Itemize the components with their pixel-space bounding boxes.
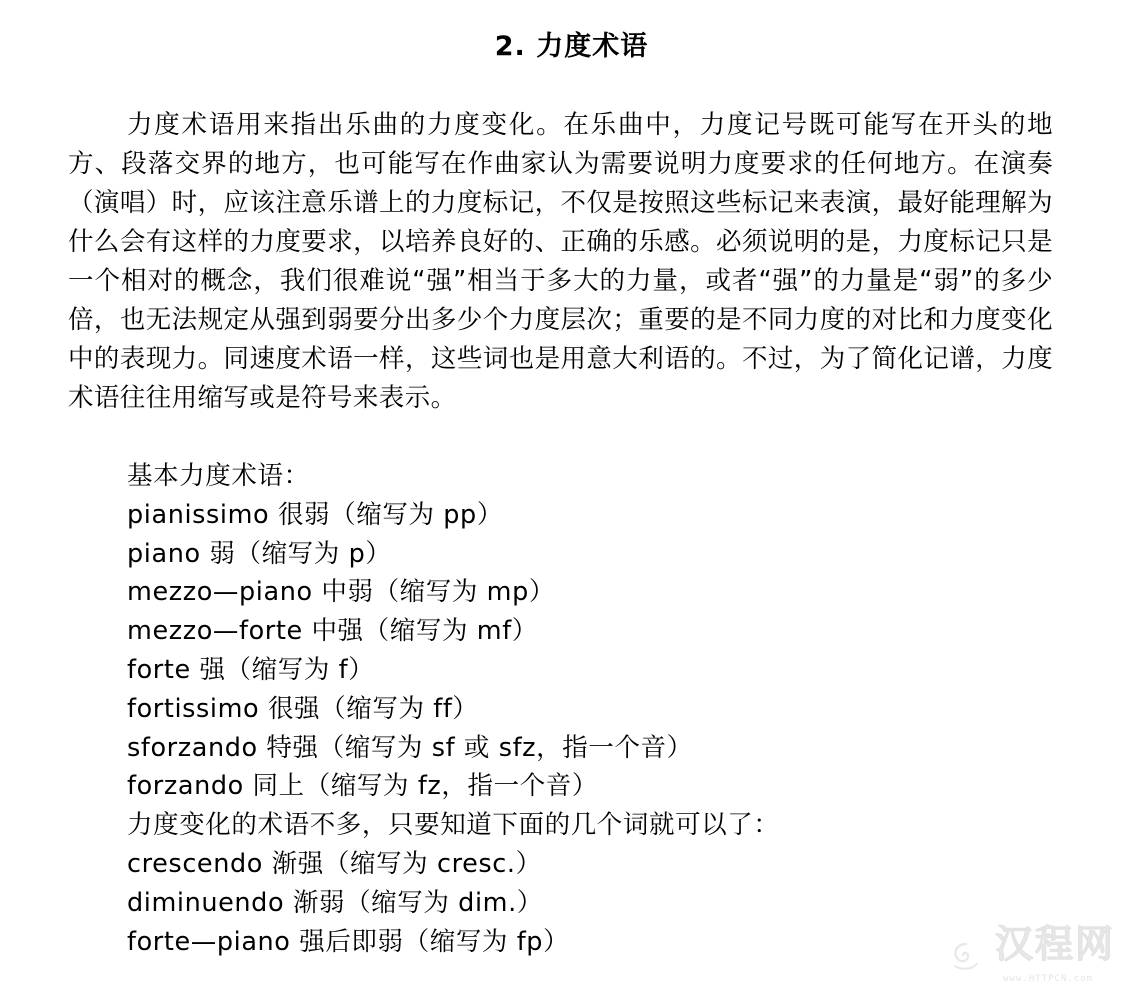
term-line-diminuendo: diminuendo 渐弱（缩写为 dim.） [127, 887, 543, 918]
term-line-forte-piano: forte—piano 强后即弱（缩写为 fp） [127, 926, 570, 957]
term-list [127, 457, 1107, 961]
term-line-crescendo: crescendo 渐强（缩写为 cresc.） [127, 848, 542, 879]
term-line-forte: forte 强（缩写为 f） [127, 654, 375, 685]
body-paragraph: 力度术语用来指出乐曲的力度变化。在乐曲中，力度记号既可能写在开头的地方、段落交界的地方，也可能写在作曲家认为需要说明力度要求的任何地方。在演奏（演唱）时，应该注意乐谱上的力度标记，不仅是按照这些标记来表演，最好能理解为什么会有这样的力度要求，以培养良好的、正确的乐感。必须说明的是，力度标记只是一个相对的概念，我们很难说“强”相当于多大的力量，或者“强”的力量是“弱”的多少倍，也无法规定从强到弱要分出多少个力度层次；重要的是不同力度的对比和力度变化中的表现力。同速度术语一样，这些词也是用意大利语的。不过，为了简化记谱，力度术语往往用缩写或是符号来表示。 [68, 110, 1053, 413]
term-line-pianissimo: pianissimo 很弱（缩写为 pp） [127, 499, 503, 530]
watermark-text: 汉程网 [994, 922, 1115, 966]
term-line-mezzo-forte: mezzo—forte 中强（缩写为 mf） [127, 616, 538, 647]
term-line-forzando: forzando 同上（缩写为 fz，指一个音） [127, 771, 598, 802]
list-heading-change: 力度变化的术语不多，只要知道下面的几个词就可以了： [127, 810, 780, 841]
list-heading-basic: 基本力度术语： [127, 461, 310, 491]
term-line-mezzo-piano: mezzo—piano 中弱（缩写为 mp） [127, 577, 555, 608]
term-line-piano: piano 弱（缩写为 p） [127, 538, 392, 569]
watermark-logo [948, 922, 1133, 992]
swirl-icon [949, 940, 983, 974]
term-line-fortissimo: fortissimo 很强（缩写为 ff） [127, 693, 479, 724]
term-line-sforzando: sforzando 特强（缩写为 sf 或 sfz，指一个音） [127, 732, 693, 763]
section-title: 2. 力度术语 [494, 31, 649, 62]
watermark-url: www.HTTPCN.com [1003, 974, 1093, 984]
